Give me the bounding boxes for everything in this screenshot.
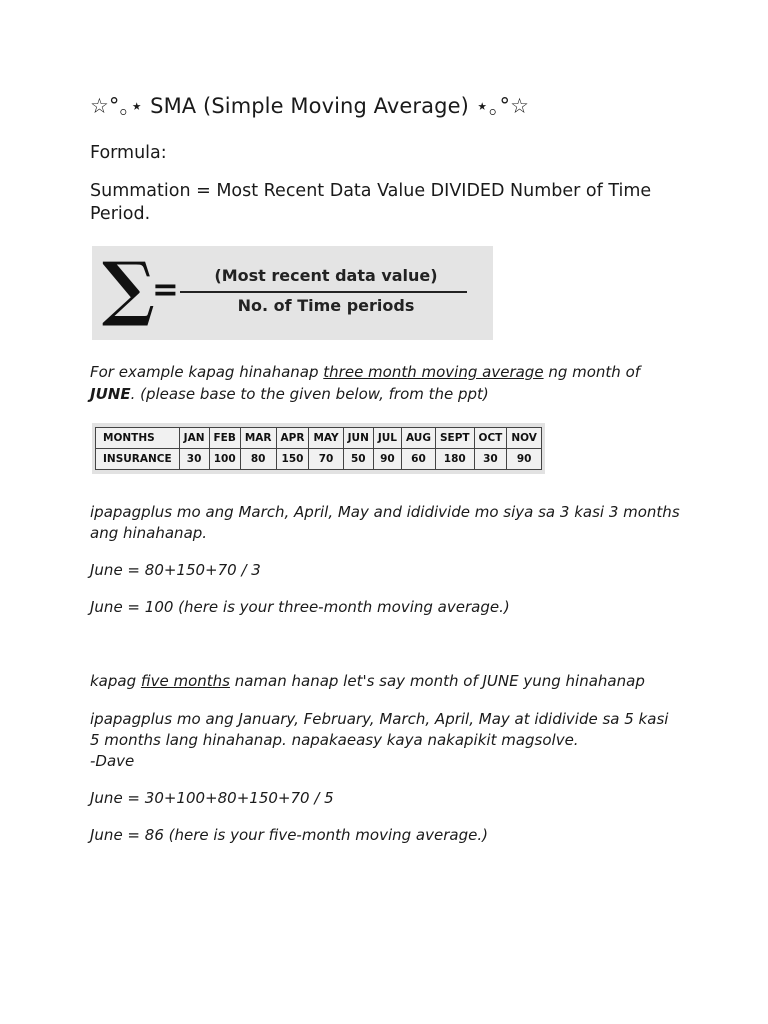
three-month-result: June = 100 (here is your three-month moving average.)	[90, 598, 510, 616]
table-cell: AUG	[402, 428, 436, 449]
table-cell: JUL	[373, 428, 401, 449]
table-cell: 50	[343, 449, 373, 470]
table-cell: JAN	[179, 428, 209, 449]
three-month-equation: June = 80+150+70 / 3	[90, 561, 261, 579]
formula-image	[92, 246, 493, 340]
five-month-intro-text-2: naman hanap let's say month of JUNE yung hinahanap	[229, 672, 645, 690]
table-cell: 80	[240, 449, 276, 470]
table-cell: APR	[276, 428, 309, 449]
insurance-table-image	[92, 423, 545, 474]
five-month-explanation-block	[90, 709, 680, 772]
table-cell: 180	[435, 449, 474, 470]
table-row-insurance	[96, 449, 542, 470]
table-cell: 90	[507, 449, 542, 470]
table-cell: SEPT	[435, 428, 474, 449]
table-cell: 100	[209, 449, 240, 470]
table-cell: MAY	[309, 428, 343, 449]
table-cell: 90	[373, 449, 401, 470]
five-month-result: June = 86 (here is your five-month moving average.)	[90, 826, 488, 844]
signature: -Dave	[90, 752, 135, 770]
page-title: ☆°｡⋆ SMA (Simple Moving Average) ⋆｡°☆	[90, 94, 530, 118]
table-header-label: MONTHS	[96, 428, 180, 449]
table-cell: OCT	[474, 428, 507, 449]
example-bold-june: JUNE	[90, 385, 131, 403]
table-cell: JUN	[343, 428, 373, 449]
table-row-label: INSURANCE	[96, 449, 180, 470]
example-underlined: three month moving average	[323, 363, 544, 381]
table-cell: NOV	[507, 428, 542, 449]
five-month-intro-text-1: kapag	[90, 672, 141, 690]
three-month-explanation: ipapagplus mo ang March, April, May and ididivide mo siya sa 3 kasi 3 months ang hinahanap.	[90, 503, 680, 542]
formula-denominator: No. of Time periods	[237, 296, 415, 315]
sigma-symbol: ∑	[102, 246, 155, 329]
example-paragraph	[90, 361, 680, 405]
table-cell: 150	[276, 449, 309, 470]
table-cell: 70	[309, 449, 343, 470]
formula-numerator: (Most recent data value)	[214, 266, 438, 285]
table-cell: 30	[474, 449, 507, 470]
five-month-intro	[90, 671, 645, 692]
table-cell: MAR	[240, 428, 276, 449]
five-month-explanation: ipapagplus mo ang January, February, March, April, May at ididivide sa 5 kasi 5 months lang hinahanap. napakaeasy kaya nakapikit magsolve.	[90, 710, 669, 749]
formula-label: Formula:	[90, 143, 167, 163]
five-month-equation: June = 30+100+80+150+70 / 5	[90, 789, 334, 807]
table-cell: 60	[402, 449, 436, 470]
fraction-bar	[180, 291, 467, 293]
insurance-table	[95, 427, 542, 470]
five-month-underlined: five months	[140, 672, 230, 690]
equals-sign: =	[152, 270, 179, 308]
example-text-1: For example kapag hinahanap	[90, 363, 324, 381]
example-text-2: ng month of	[543, 363, 641, 381]
summation-definition: Summation = Most Recent Data Value DIVIDED Number of Time Period.	[90, 181, 652, 224]
table-cell: 30	[179, 449, 209, 470]
example-text-3: . (please base to the given below, from the ppt)	[130, 385, 489, 403]
table-row-months	[96, 428, 542, 449]
table-cell: FEB	[209, 428, 240, 449]
